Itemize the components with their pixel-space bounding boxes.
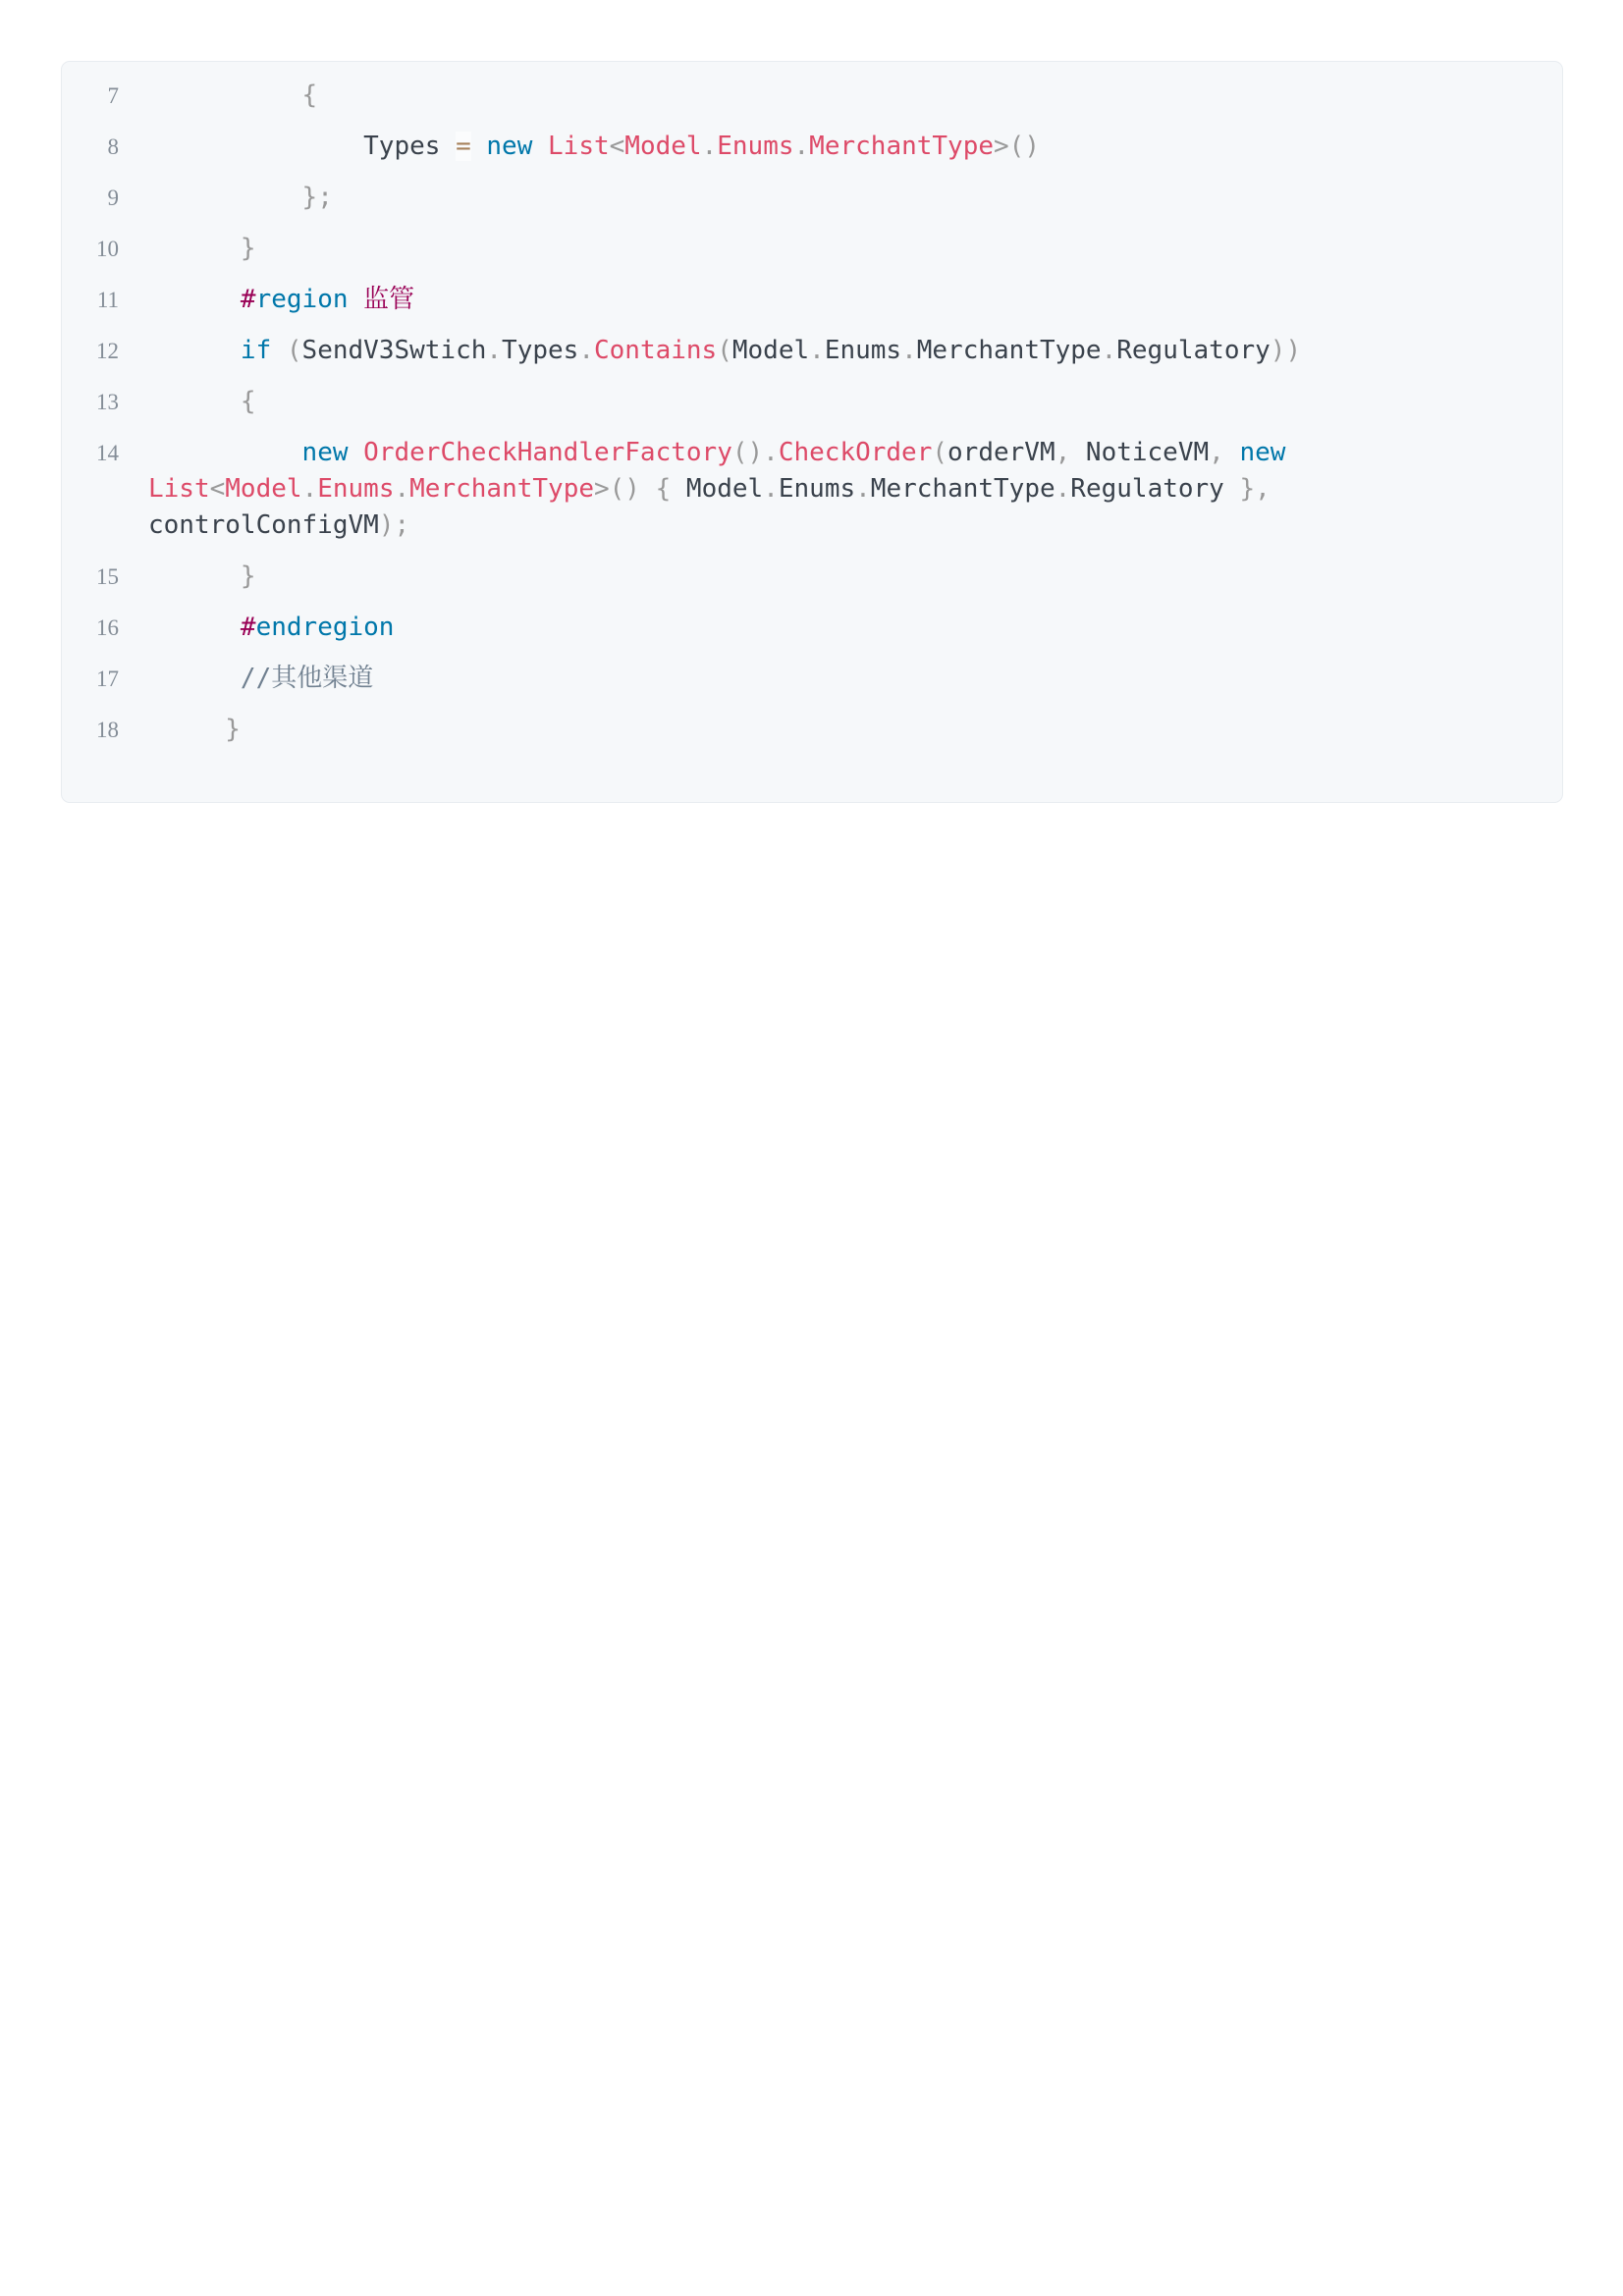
code-token: }, [1223, 474, 1271, 504]
line-number: 12 [96, 339, 119, 363]
code-line [62, 282, 1562, 318]
code-token: . [809, 336, 825, 365]
code-token: //其他渠道 [148, 664, 374, 693]
line-number: 7 [107, 83, 119, 108]
code-text [148, 333, 1503, 369]
code-token: } [148, 715, 241, 744]
code-token: Model [731, 336, 810, 365]
code-text [148, 129, 1503, 165]
code-token: MerchantType [870, 474, 1055, 504]
code-token: Types [148, 132, 457, 161]
line-number: 11 [96, 288, 119, 312]
code-text [148, 180, 1503, 216]
code-token: . [1101, 336, 1117, 365]
code-token: . [763, 474, 779, 504]
code-token: OrderCheckHandlerFactory [363, 438, 732, 467]
code-token: . [394, 474, 410, 504]
code-token: . [901, 336, 917, 365]
code-token: } [148, 561, 256, 591]
code-token [148, 613, 241, 642]
code-token: new [486, 132, 533, 161]
code-text [148, 231, 1503, 267]
code-token: >() { [594, 474, 686, 504]
code-token: new [1239, 438, 1286, 467]
code-token: { [148, 387, 256, 416]
code-line [62, 610, 1562, 646]
code-token: Model [685, 474, 764, 504]
code-token: Enums [824, 336, 902, 365]
code-line [62, 180, 1562, 216]
code-token: }; [148, 183, 333, 212]
code-line [62, 384, 1562, 420]
code-text [148, 282, 1503, 318]
code-token: # [240, 613, 256, 642]
code-token: NoticeVM [1070, 438, 1210, 467]
code-token: Enums [717, 132, 794, 161]
code-token: ( [717, 336, 732, 365]
code-text [148, 384, 1503, 420]
code-token: } [148, 234, 256, 263]
code-token: Enums [778, 474, 856, 504]
line-number: 16 [96, 615, 119, 640]
code-token: if [240, 336, 272, 365]
line-number: 8 [107, 134, 119, 159]
code-text [148, 78, 1503, 114]
code-token [349, 438, 364, 467]
code-token: MerchantType [809, 132, 995, 161]
code-token: . [793, 132, 810, 161]
code-token: ( [271, 336, 302, 365]
code-token: , [1209, 438, 1224, 467]
code-lines [62, 78, 1562, 748]
code-token: MerchantType [409, 474, 594, 504]
code-text [148, 712, 1503, 748]
code-line [62, 661, 1562, 697]
code-line [62, 435, 1562, 544]
code-token: . [1055, 474, 1071, 504]
code-token: { [148, 80, 318, 110]
code-token: ); [378, 510, 410, 540]
code-token [1224, 438, 1240, 467]
code-token: Regulatory [1070, 474, 1224, 504]
line-number: 10 [96, 237, 119, 261]
code-token: < [209, 474, 226, 504]
code-line [62, 78, 1562, 114]
code-token: , [1055, 438, 1071, 467]
code-token: Model [624, 132, 702, 161]
code-token [471, 132, 487, 161]
code-text [148, 559, 1503, 595]
code-line [62, 712, 1562, 748]
code-token: SendV3Swtich [301, 336, 487, 365]
code-text [148, 661, 1503, 697]
code-token: controlConfigVM [148, 474, 1286, 540]
code-token: Model [225, 474, 302, 504]
code-token: 监管 [348, 285, 415, 314]
code-token [1285, 438, 1301, 467]
code-token: . [855, 474, 871, 504]
code-token: Types [502, 336, 579, 365]
code-line [62, 333, 1562, 369]
code-token [532, 132, 548, 161]
code-line [62, 559, 1562, 595]
code-token: Enums [317, 474, 395, 504]
line-number: 18 [96, 718, 119, 742]
code-line [62, 129, 1562, 165]
code-token: region [255, 285, 349, 314]
code-token: ( [932, 438, 948, 467]
code-token: endregion [255, 613, 395, 642]
code-token: orderVM [947, 438, 1055, 467]
code-token: . [486, 336, 503, 365]
code-token: List [548, 132, 610, 161]
line-number: 9 [107, 186, 119, 210]
code-token: . [701, 132, 718, 161]
code-token [148, 336, 241, 365]
code-block [61, 61, 1563, 803]
code-token [148, 285, 241, 314]
code-token: new [301, 438, 349, 467]
code-text [148, 435, 1503, 544]
code-token: CheckOrder [778, 438, 933, 467]
code-token: = [456, 132, 471, 161]
code-token [148, 438, 302, 467]
code-token: List [148, 474, 210, 504]
code-token: Contains [593, 336, 718, 365]
code-token: Regulatory [1116, 336, 1271, 365]
line-number: 13 [96, 390, 119, 414]
code-token: >() [994, 132, 1040, 161]
line-number: 14 [96, 441, 119, 465]
code-token: < [609, 132, 625, 161]
line-number: 17 [96, 667, 119, 691]
line-number: 15 [96, 564, 119, 589]
code-line [62, 231, 1562, 267]
code-token: )) [1270, 336, 1302, 365]
code-token: . [301, 474, 318, 504]
code-text [148, 610, 1503, 646]
code-token: . [578, 336, 594, 365]
code-token: (). [731, 438, 779, 467]
code-token: # [240, 285, 256, 314]
code-token: MerchantType [916, 336, 1102, 365]
